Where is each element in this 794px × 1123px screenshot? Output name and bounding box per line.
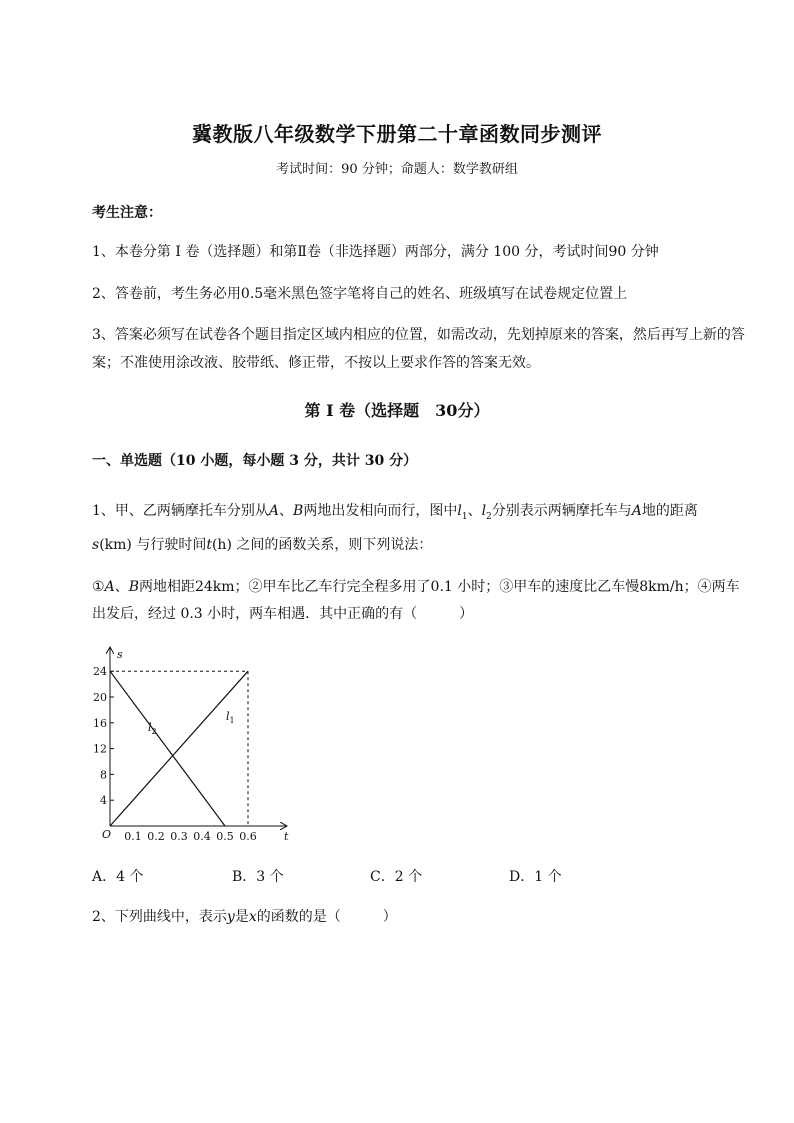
y-axis-label: s bbox=[117, 648, 123, 661]
y-tick-label: 24 bbox=[93, 665, 107, 679]
option-d[interactable]: D．1 个 bbox=[509, 869, 562, 885]
claims-var-A: A bbox=[104, 579, 115, 595]
q1-stem-b: 两地出发相向而行，图中 bbox=[303, 503, 458, 519]
x-tick-label: 0.2 bbox=[147, 830, 165, 843]
notice-item-1: 1、本卷分第 I 卷（选择题）和第Ⅱ卷（非选择题）两部分，满分 100 分，考试时间90 分钟 bbox=[92, 244, 659, 260]
claims-var-B: B bbox=[128, 579, 139, 595]
label-l2-name: l bbox=[148, 721, 152, 734]
var-l1: l bbox=[457, 503, 462, 519]
label-l1-name: l bbox=[226, 710, 230, 723]
y-tick-label: 4 bbox=[100, 794, 107, 808]
q1-stem-e: 地的距离 bbox=[641, 503, 698, 519]
label-l2-sub: 2 bbox=[151, 727, 157, 736]
y-tick-label: 8 bbox=[100, 768, 107, 782]
var-A2: A bbox=[631, 503, 642, 519]
q1-stem-c: 、 bbox=[467, 503, 482, 519]
part-heading: 一、单选题（10 小题，每小题 3 分，共计 30 分） bbox=[92, 453, 418, 469]
option-b[interactable]: B．3 个 bbox=[232, 869, 284, 885]
notice-heading: 考生注意： bbox=[92, 205, 162, 221]
x-tick-label: 0.1 bbox=[124, 830, 142, 843]
q1-claims-sep: 、 bbox=[114, 579, 129, 595]
notice-item-2: 2、答卷前，考生务必用0.5毫米黑色签字笔将自己的姓名、班级填写在试卷规定位置上 bbox=[92, 286, 628, 302]
origin-label: O bbox=[102, 828, 112, 841]
q1-stem-f: (km) 与行驶时间 bbox=[99, 536, 207, 553]
x-tick-label: 0.3 bbox=[170, 830, 188, 843]
var-l2-sub: 2 bbox=[486, 511, 492, 522]
label-l2 bbox=[148, 721, 157, 736]
q1-claims-a: ① bbox=[92, 579, 105, 595]
q1-sep: 、 bbox=[279, 503, 294, 519]
y-tick-label: 20 bbox=[93, 691, 107, 704]
q2-stem-a: 2、下列曲线中，表示 bbox=[92, 909, 227, 925]
y-tick-label: 12 bbox=[93, 742, 107, 756]
x-axis-label: t bbox=[284, 830, 289, 843]
page-title: 冀教版八年级数学下册第二十章函数同步测评 bbox=[192, 122, 602, 146]
var-A: A bbox=[268, 503, 280, 519]
var-l1-sub: 1 bbox=[461, 511, 468, 522]
var-x: x bbox=[248, 909, 257, 925]
x-tick-label: 0.5 bbox=[216, 830, 234, 843]
var-B: B bbox=[293, 503, 304, 519]
question-1-claims bbox=[92, 574, 747, 628]
q2-stem-c: 的函数的是（ ） bbox=[256, 909, 397, 925]
question-1-stem bbox=[92, 497, 747, 559]
q1-stem-a: 1、甲、乙两辆摩托车分别从 bbox=[92, 503, 269, 519]
line-l1 bbox=[110, 671, 248, 826]
label-l1 bbox=[226, 710, 235, 725]
line-l2 bbox=[110, 671, 225, 826]
label-l1-sub: 1 bbox=[229, 716, 235, 725]
var-s: s bbox=[92, 536, 100, 553]
var-y: y bbox=[226, 909, 235, 925]
question-2 bbox=[92, 906, 397, 926]
exam-info: 考试时间：90 分钟；命题人：数学教研组 bbox=[276, 162, 518, 177]
q1-stem-g: (h) 之间的函数关系，则下列说法： bbox=[211, 536, 433, 553]
distance-time-graph bbox=[90, 640, 310, 850]
q2-stem-b: 是 bbox=[234, 909, 249, 925]
option-a[interactable]: A．4 个 bbox=[92, 869, 144, 885]
var-t: t bbox=[206, 536, 212, 553]
section-title: 第 I 卷（选择题 30分） bbox=[304, 401, 490, 420]
q1-claims-b: 两地相距24km；②甲车比乙车行完全程多用了0.1 小时；③甲车的速度比乙车慢8km/h；④两车出发后，经过 0.3 小时，两车相遇．其中正确的有（ ） bbox=[92, 579, 740, 622]
x-tick-label: 0.6 bbox=[239, 830, 257, 843]
x-tick-label: 0.4 bbox=[193, 830, 211, 843]
q1-stem-d: 分别表示两辆摩托车与 bbox=[491, 503, 632, 519]
var-l2: l bbox=[481, 503, 487, 519]
option-c[interactable]: C．2 个 bbox=[370, 869, 423, 885]
y-tick-label: 16 bbox=[93, 716, 107, 730]
notice-item-3: 3、答案必须写在试卷各个题目指定区域内相应的位置，如需改动，先划掉原来的答案，然后再写上新的答案；不准使用涂改液、胶带纸、修正带，不按以上要求作答的答案无效。 bbox=[92, 327, 745, 371]
